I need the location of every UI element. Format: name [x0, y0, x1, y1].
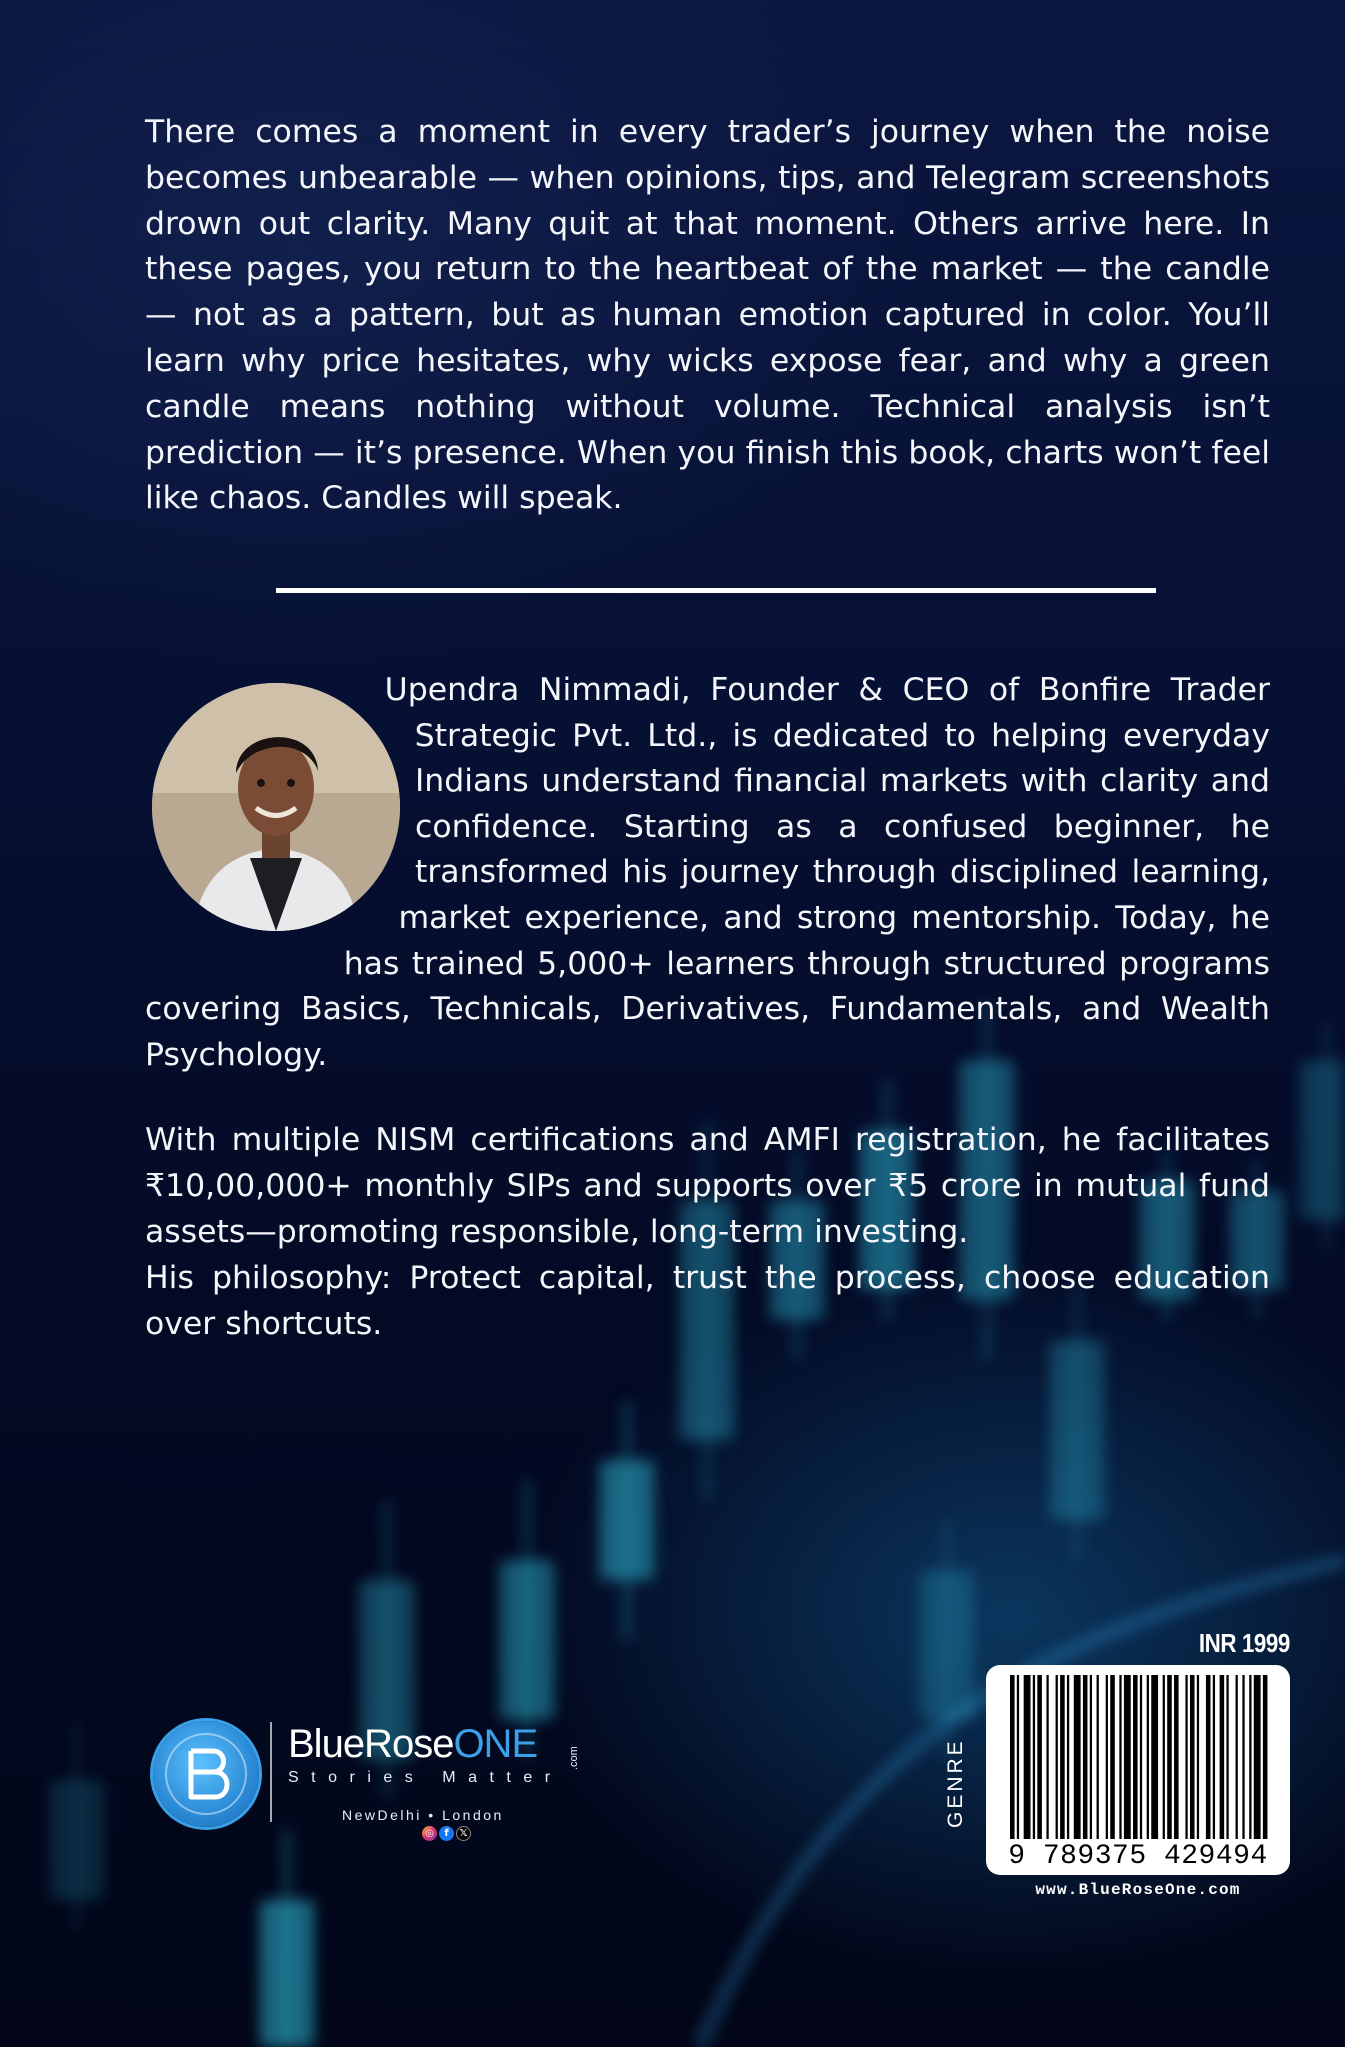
barcode-bar [1124, 1675, 1131, 1839]
barcode-bar [1197, 1675, 1199, 1839]
author-bio-paragraph: Upendra Nimmadi, Founder & CEO of Bonfire Trader Strategic Pvt. Ltd., is dedicated to helping everyday Indians understand financial markets with clarity and confidence. Starting as a confused beginner, he transformed his journey through disciplined learning, market experience, and strong mentorship. Today, he has trained 5,000+ learners through structured programs covering Basics, Technicals, Derivatives, Fundamentals, and Wealth Psychology. [145, 672, 1270, 1073]
logo-separator [270, 1722, 272, 1822]
barcode-bar [1067, 1675, 1069, 1839]
instagram-icon: ◎ [422, 1826, 437, 1841]
background-candle-body [1050, 1340, 1104, 1520]
book-blurb: There comes a moment in every trader’s journey when the noise becomes unbearable — when opinions, tips, and Telegram screenshots drown out clarity. Many quit at that moment. Others arrive here. In these pages, you return to the heartbeat of the market — the candle — not as a pattern, but as human emotion captured in color. You’ll learn why price hesitates, why wicks expose fear, and why a green candle means nothing without volume. Technical analysis isn’t prediction — it’s presence. When you finish this book, charts won’t feel like chaos. Candles will speak. [145, 114, 1270, 517]
barcode-bar [1140, 1675, 1142, 1839]
author-photo [152, 683, 400, 931]
barcode-bar [1206, 1675, 1211, 1839]
barcode-bar [1046, 1675, 1048, 1839]
barcode-bar [1213, 1675, 1215, 1839]
barcode-bar [1167, 1675, 1172, 1839]
barcode-bar [1147, 1675, 1149, 1839]
barcode-bar [1226, 1675, 1228, 1839]
section-divider [276, 588, 1156, 593]
genre-label: GENRE [944, 1738, 967, 1828]
barcode-bars [1010, 1675, 1272, 1839]
publisher-website: www.BlueRoseOne.com [1035, 1881, 1241, 1899]
publisher-name: BlueRoseONE [288, 1722, 538, 1766]
barcode-bar [1037, 1675, 1042, 1839]
barcode-bar [1017, 1675, 1019, 1839]
barcode-bar [1220, 1675, 1225, 1839]
barcode-bar [1236, 1675, 1238, 1839]
background-candle-body [500, 1560, 554, 1720]
barcode-bar [1163, 1675, 1165, 1839]
bluerose-logo-icon [153, 1721, 259, 1827]
facebook-icon: f [439, 1826, 454, 1841]
barcode-bar [1110, 1675, 1115, 1839]
barcode-bar [1083, 1675, 1088, 1839]
barcode-bar [1106, 1675, 1108, 1839]
barcode-bar [1074, 1675, 1081, 1839]
background-candle-body [920, 1570, 974, 1720]
background-candle-body [50, 1780, 104, 1900]
barcode-bar [1185, 1675, 1187, 1839]
barcode-bar [1056, 1675, 1058, 1839]
barcode-bar [1024, 1675, 1031, 1839]
barcode-bar [1190, 1675, 1195, 1839]
price-label: INR 1999 [1198, 1628, 1290, 1658]
background-candle-body [1300, 1060, 1345, 1220]
background-candle-body [260, 1900, 314, 2047]
social-icons [422, 1826, 471, 1841]
barcode-bar [1174, 1675, 1179, 1839]
barcode-bar [1090, 1675, 1092, 1839]
barcode-bar [1010, 1675, 1015, 1839]
barcode-bar [1060, 1675, 1065, 1839]
isbn-barcode [986, 1665, 1290, 1875]
barcode-bar [1242, 1675, 1244, 1839]
background-candle-body [600, 1460, 654, 1580]
barcode-bar [1133, 1675, 1138, 1839]
publisher-domain-suffix: .com [568, 1746, 580, 1770]
barcode-bar [1151, 1675, 1158, 1839]
barcode-bar [1263, 1675, 1268, 1839]
barcode-bar [1097, 1675, 1099, 1839]
x-icon: 𝕏 [456, 1826, 471, 1841]
isbn-number: 9 789375 429494 [1008, 1841, 1268, 1872]
barcode-bar [1249, 1675, 1251, 1839]
barcode-bar [1119, 1675, 1121, 1839]
barcode-bar [1033, 1675, 1035, 1839]
author-philosophy: His philosophy: Protect capital, trust the process, choose education over shortcuts. [145, 1260, 1270, 1342]
publisher-tagline: Stories Matter [288, 1769, 563, 1786]
author-bio-credentials: With multiple NISM certifications and AMFI registration, he facilitates ₹10,00,000+ monthly SIPs and supports over ₹5 crore in mutual fund assets—promoting responsible, long-term investing. [145, 1122, 1270, 1250]
publisher-cities: NewDelhi • London [342, 1807, 504, 1823]
barcode-bar [1254, 1675, 1261, 1839]
